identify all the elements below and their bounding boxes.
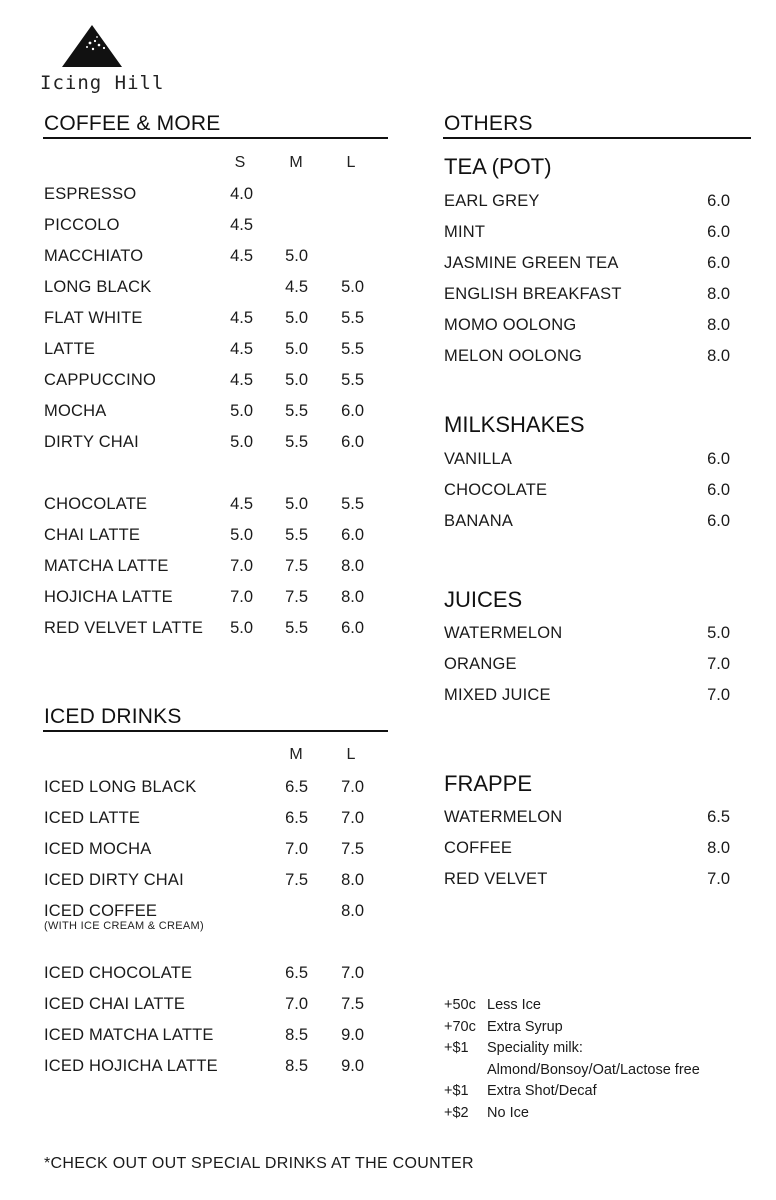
menu-item-price-l: 8.0 <box>341 871 364 889</box>
menu-item-price-s: 4.5 <box>230 371 253 389</box>
subsection-title: JUICES <box>444 587 523 612</box>
menu-item-name: MATCHA LATTE <box>44 557 169 575</box>
menu-item-price: 6.0 <box>707 450 730 468</box>
menu-item-name: CAPPUCCINO <box>44 371 157 389</box>
subsection-title: TEA (POT) <box>444 154 552 179</box>
extra-label: Extra Shot/Decaf <box>487 1083 597 1099</box>
coffee-divider <box>43 137 388 139</box>
menu-item-price: 6.0 <box>707 512 730 530</box>
menu-item-name: MOCHA <box>44 402 107 420</box>
menu-item-note: (WITH ICE CREAM & CREAM) <box>44 920 204 932</box>
extra-label: Extra Syrup <box>487 1018 563 1035</box>
extra-label: Almond/Bonsoy/Oat/Lactose free <box>487 1061 700 1078</box>
menu-item-price-l: 8.0 <box>341 557 364 575</box>
menu-item-price: 8.0 <box>707 316 730 334</box>
menu-item-price-m: 7.0 <box>285 995 308 1013</box>
menu-item-price-l: 6.0 <box>341 433 364 451</box>
menu-item-price-m: 5.0 <box>285 495 308 513</box>
menu-item-price-m: 5.0 <box>285 340 308 358</box>
extra-label: Speciality milk: <box>487 1040 583 1056</box>
menu-item-name: ICED CHAI LATTE <box>44 995 186 1013</box>
size-label: M <box>289 746 303 763</box>
extra-label: No Ice <box>487 1104 529 1121</box>
menu-item-price: 5.0 <box>707 624 730 642</box>
menu-item-name: ICED MATCHA LATTE <box>44 1026 214 1044</box>
menu-item-price-s: 7.0 <box>230 557 253 575</box>
menu-item-price-s: 4.5 <box>230 495 253 513</box>
menu-item-name: PICCOLO <box>44 216 120 234</box>
menu-item-name: LONG BLACK <box>44 278 152 296</box>
menu-item-name: WATERMELON <box>444 624 563 642</box>
logo <box>40 20 165 100</box>
menu-item-price: 6.0 <box>707 223 730 241</box>
menu-item-name: ICED DIRTY CHAI <box>44 871 184 889</box>
others-divider <box>443 137 751 139</box>
menu-item-name: MINT <box>444 223 486 241</box>
menu-item-name: COFFEE <box>444 839 513 857</box>
menu-item-name: MACCHIATO <box>44 247 144 265</box>
extra-price: +70c <box>444 1018 476 1035</box>
menu-item-price-l: 5.5 <box>341 371 364 389</box>
menu-item-price-m: 5.0 <box>285 247 308 265</box>
menu-item-name: MIXED JUICE <box>444 686 551 704</box>
menu-item-price-m: 6.5 <box>285 778 308 796</box>
extra-price: +$2 <box>444 1104 469 1121</box>
size-label: L <box>346 746 356 763</box>
menu-item-price-l: 7.0 <box>341 964 364 982</box>
size-label: M <box>289 154 303 171</box>
menu-item-price-m: 7.5 <box>285 588 308 606</box>
menu-item-price-l: 9.0 <box>341 1057 364 1075</box>
menu-item-name: JASMINE GREEN TEA <box>444 254 619 272</box>
menu-item-price-s: 5.0 <box>230 526 253 544</box>
menu-item-name: ORANGE <box>444 655 517 673</box>
menu-item-price-l: 5.5 <box>341 495 364 513</box>
menu-item-price-s: 5.0 <box>230 433 253 451</box>
extra-price: +50c <box>444 997 476 1013</box>
menu-item-price-m: 8.5 <box>285 1026 308 1044</box>
menu-item-name: MOMO OOLONG <box>444 316 577 334</box>
menu-item-price-s: 4.5 <box>230 340 253 358</box>
menu-item-price-m: 8.5 <box>285 1057 308 1075</box>
menu-item-price-l: 7.0 <box>341 778 364 796</box>
menu-item-name: RED VELVET LATTE <box>44 619 204 637</box>
menu-item-name: CHOCOLATE <box>44 495 148 513</box>
menu-item-price-l: 6.0 <box>341 619 364 637</box>
menu-item-price: 6.0 <box>707 481 730 499</box>
iced-section-title: ICED DRINKS <box>44 705 182 728</box>
menu-item-name: ENGLISH BREAKFAST <box>444 285 622 303</box>
menu-item-name: VANILLA <box>444 450 513 468</box>
menu-item-price-m: 7.0 <box>285 840 308 858</box>
size-label: L <box>346 154 356 171</box>
menu-item-name: ICED HOJICHA LATTE <box>44 1057 218 1075</box>
menu-item-price: 7.0 <box>707 870 730 888</box>
menu-item-name: BANANA <box>444 512 514 530</box>
menu-item-name: MELON OOLONG <box>444 347 583 365</box>
menu-item-price: 6.0 <box>707 192 730 210</box>
menu-item-price-l: 7.0 <box>341 809 364 827</box>
menu-item-name: ICED LONG BLACK <box>44 778 197 796</box>
menu-item-price-l: 9.0 <box>341 1026 364 1044</box>
extra-price: +$1 <box>444 1083 469 1099</box>
menu-item-price-m: 5.5 <box>285 619 308 637</box>
extra-label: Less Ice <box>487 997 541 1013</box>
menu-item-price: 7.0 <box>707 655 730 673</box>
menu-item-name: HOJICHA LATTE <box>44 588 173 606</box>
menu-item-price-m: 5.0 <box>285 309 308 327</box>
menu-item-price-m: 6.5 <box>285 964 308 982</box>
menu-item-price-l: 8.0 <box>341 902 364 920</box>
menu-item-name: WATERMELON <box>444 808 563 826</box>
menu-item-name: CHAI LATTE <box>44 526 141 544</box>
menu-item-price-m: 7.5 <box>285 871 308 889</box>
menu-item-price-s: 4.5 <box>230 216 253 234</box>
menu-item-price-m: 4.5 <box>285 278 308 296</box>
menu-item-price-s: 4.5 <box>230 247 253 265</box>
menu-item-price-l: 8.0 <box>341 588 364 606</box>
menu-item-price-s: 4.0 <box>230 185 253 203</box>
menu-item-price: 6.0 <box>707 254 730 272</box>
mountain-logo-icon <box>60 23 124 69</box>
menu-item-name: LATTE <box>44 340 96 358</box>
menu-item-name: ICED MOCHA <box>44 840 152 858</box>
menu-item-name: RED VELVET <box>444 870 548 888</box>
menu-item-name: DIRTY CHAI <box>44 433 139 451</box>
menu-item-price-l: 5.5 <box>341 309 364 327</box>
menu-item-price: 8.0 <box>707 285 730 303</box>
size-label: S <box>234 154 246 171</box>
menu-item-name: ICED LATTE <box>44 809 141 827</box>
menu-item-price-s: 7.0 <box>230 588 253 606</box>
menu-item-price-s: 5.0 <box>230 619 253 637</box>
brand-name: Icing Hill <box>40 72 165 94</box>
menu-item-name: CHOCOLATE <box>444 481 548 499</box>
menu-item-price-m: 5.0 <box>285 371 308 389</box>
menu-item-name: ICED COFFEE <box>44 902 158 920</box>
menu-item-price-l: 7.5 <box>341 995 364 1013</box>
menu-item-price: 8.0 <box>707 347 730 365</box>
menu-item-price-m: 5.5 <box>285 526 308 544</box>
others-section-title: OTHERS <box>444 112 533 135</box>
menu-item-price-l: 7.5 <box>341 840 364 858</box>
subsection-title: MILKSHAKES <box>444 412 585 437</box>
footer-note: *CHECK OUT OUT SPECIAL DRINKS AT THE COUNTER <box>44 1155 474 1172</box>
menu-item-price-m: 5.5 <box>285 402 308 420</box>
menu-item-name: ICED CHOCOLATE <box>44 964 193 982</box>
menu-item-name: EARL GREY <box>444 192 540 210</box>
menu-item-price-s: 4.5 <box>230 309 253 327</box>
menu-item-price-l: 5.5 <box>341 340 364 358</box>
iced-divider <box>43 730 388 732</box>
menu-item-price-m: 5.5 <box>285 433 308 451</box>
subsection-title: FRAPPE <box>444 771 533 796</box>
menu-item-price-l: 5.0 <box>341 278 364 296</box>
menu-item-price-s: 5.0 <box>230 402 253 420</box>
menu-item-name: FLAT WHITE <box>44 309 143 327</box>
menu-item-price-m: 7.5 <box>285 557 308 575</box>
menu-item-price: 6.5 <box>707 808 730 826</box>
extra-price: +$1 <box>444 1040 469 1056</box>
menu-item-price-l: 6.0 <box>341 526 364 544</box>
menu-item-price: 7.0 <box>707 686 730 704</box>
menu-item-price-m: 6.5 <box>285 809 308 827</box>
menu-item-price: 8.0 <box>707 839 730 857</box>
menu-item-name: ESPRESSO <box>44 185 137 203</box>
coffee-section-title: COFFEE & MORE <box>44 112 221 135</box>
menu-item-price-l: 6.0 <box>341 402 364 420</box>
